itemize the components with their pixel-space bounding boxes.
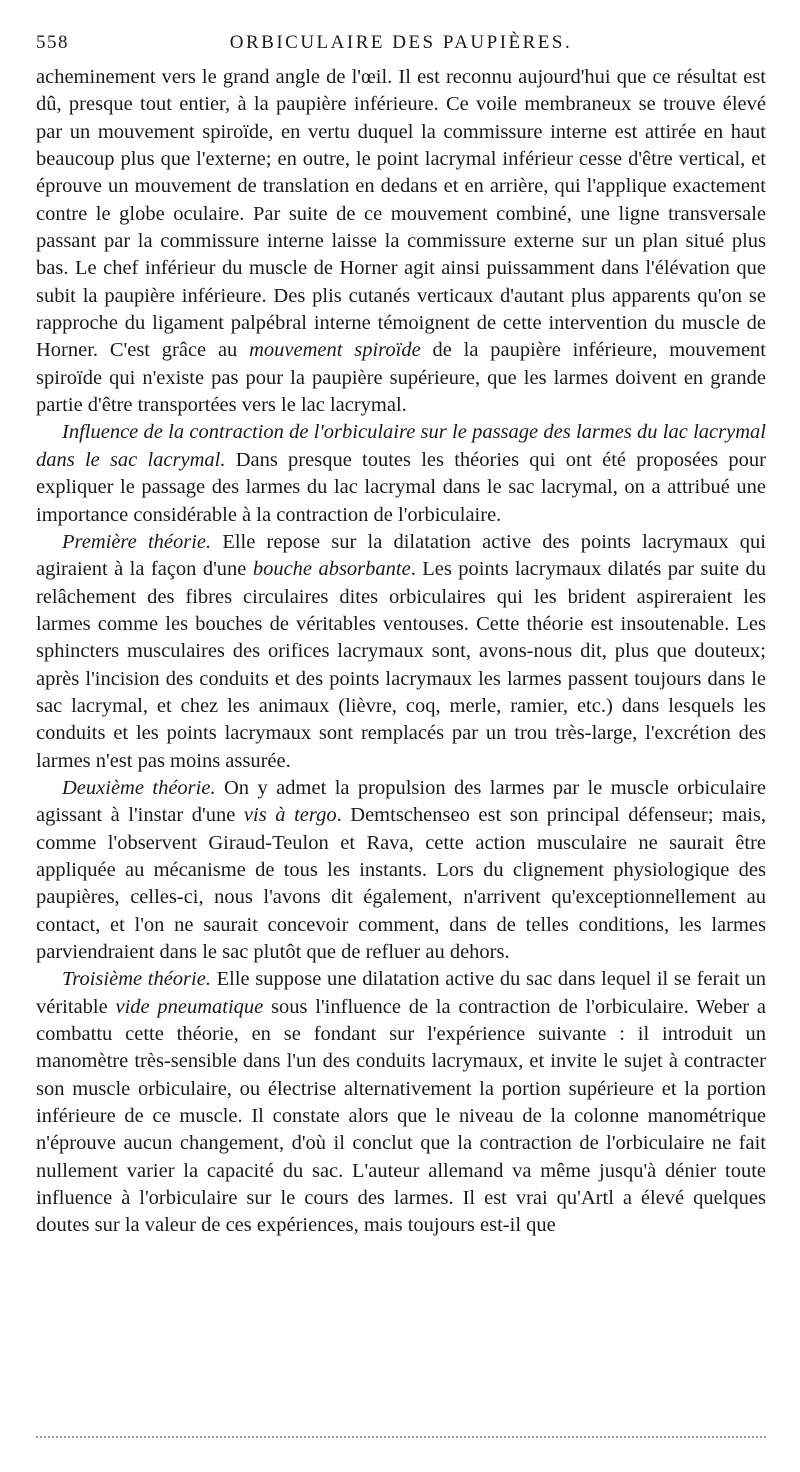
paragraph-4-text-a: On y admet la propulsion des larmes par le muscle orbiculaire agissant à l'instar d'une <box>36 776 766 827</box>
paragraph-1 <box>36 64 766 419</box>
page-number: 558 <box>36 32 69 53</box>
paragraph-4 <box>36 775 766 966</box>
page-header <box>36 24 766 64</box>
paragraph-3-heading: Première théorie. <box>62 530 212 553</box>
paragraph-4-text-b: . Demtschenseo est son principal défenseur; mais, comme l'observent Giraud-Teulon et Rava, cette action musculaire ne saurait être appliquée au mécanisme de tous les instants. Lors du clignement physiologique des paupières, celles-ci, nous l'avons dit également, n'arrivent qu'exceptionnellement au contact, et l'on ne saurait concevoir comment, dans de telles conditions, les larmes parviendraient dans le sac plutôt que de refluer au dehors. <box>36 804 766 963</box>
paragraph-5-heading: Troisième théorie. <box>62 968 211 991</box>
paragraph-5-text-b: sous l'influence de la contraction de l'orbiculaire. Weber a combattu cette théorie, en se fondant sur l'expérience suivante : il introduit un manomètre très-sensible dans l'un des conduits lacrymaux, et invite le sujet à contracter son muscle orbiculaire, ou électrise alternativement la portion supérieure et la portion inférieure de ce muscle. Il constate alors que le niveau de la colonne manométrique n'éprouve aucun changement, d'où il conclut que la contraction de l'orbiculaire ne fait nullement varier la capacité du sac. L'auteur allemand va même jusqu'à dénier toute influence à l'orbiculaire sur le cours des larmes. Il est vrai qu'Artl a élevé quelques doutes sur la valeur de ces expériences, mais toujours est-il que <box>36 995 766 1237</box>
paragraph-1-emphasis: mouvement spiroïde <box>249 339 421 362</box>
paragraph-4-emphasis: vis à tergo <box>243 804 337 827</box>
paragraph-3-text-a: Elle repose sur la dilatation active des points lacrymaux qui agiraient à la façon d'une <box>36 530 766 581</box>
running-title: ORBICULAIRE DES PAUPIÈRES. <box>229 32 573 53</box>
paragraph-3 <box>36 529 766 775</box>
paragraph-1-text: acheminement vers le grand angle de l'œil. Il est reconnu aujourd'hui que ce résultat est dû, presque tout entier, à la paupière inférieure. Ce voile membraneux se trouve élevé par un mouvement spiroïde, en vertu duquel la commissure interne est attirée en haut beaucoup plus que l'externe; en outre, le point lacrymal inférieur cesse d'être vertical, et éprouve un mouvement de translation en dedans et en arrière, qui l'applique exactement contre le globe oculaire. Par suite de ce mouvement combiné, une ligne transversale passant par la commissure interne laisse la commissure externe sur un plan situé plus bas. Le chef inférieur du muscle de Horner agit ainsi puissamment dans l'élévation que subit la paupière inférieure. Des plis cutanés verticaux d'autant plus apparents qu'on se rapproche du ligament palpébral interne témoignent de cette intervention du muscle de Horner. C'est grâce au <box>36 66 766 362</box>
paragraph-2-heading: Influence de la contraction de l'orbiculaire sur le passage des larmes du lac lacrymal dans le sac lacrymal. <box>36 421 766 471</box>
paragraph-3-text-b: . Les points lacrymaux dilatés par suite du relâchement des fibres circulaires dites orbiculaires qui les brident aspireraient les larmes comme les bouches de véritables ventouses. Cette théorie est insoutenable. Les sphincters musculaires des orifices lacrymaux sont, avons-nous dit, plus que douteux; après l'incision des conduits et des points lacrymaux les larmes passent toujours dans le sac lacrymal, et chez les animaux (lièvre, coq, merle, ramier, etc.) dans lesquels les conduits et les points lacrymaux sont remplacés par un trou très-large, l'excrétion des larmes n'est pas moins assurée. <box>36 558 767 772</box>
footer-rule <box>36 1436 766 1438</box>
book-page <box>36 24 766 1240</box>
paragraph-2 <box>36 419 766 528</box>
paragraph-2-text: Dans presque toutes les théories qui ont été proposées pour expliquer le passage des larmes du lac lacrymal dans le sac lacrymal, on a attribué une importance considérable à la contraction de l'orbiculaire. <box>36 448 766 526</box>
paragraph-3-emphasis: bouche absorbante <box>252 558 411 581</box>
paragraph-4-heading: Deuxième théorie. <box>62 776 216 799</box>
paragraph-5 <box>36 966 766 1239</box>
paragraph-5-text-a: Elle suppose une dilatation active du sac dans lequel il se ferait un véritable <box>36 968 766 1018</box>
paragraph-5-emphasis: vide pneumatique <box>115 995 264 1018</box>
body-text <box>36 64 766 1240</box>
paragraph-1-end: de la paupière inférieure, mouvement spiroïde qui n'existe pas pour la paupière supérieure, que les larmes doivent en grande partie d'être transportées vers le lac lacrymal. <box>36 339 766 417</box>
